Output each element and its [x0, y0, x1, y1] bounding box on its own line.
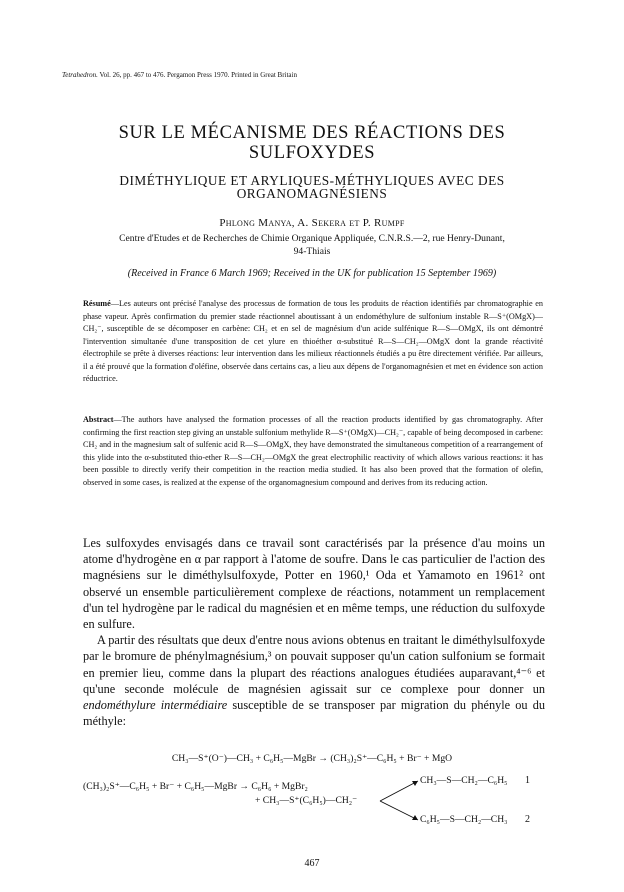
subtitle-line-2: ORGANOMAGNÉSIENS [236, 186, 388, 201]
abstract-french-label: Résumé [83, 299, 111, 308]
abstract-english-label: Abstract [83, 415, 114, 424]
equation-2: (CH₃)₂S⁺—C₆H₅ + Br⁻ + C₆H₅—MgBr → C₆H₆ + MgBr₂ [83, 781, 308, 792]
equation-1: CH₃—S⁺(O⁻)—CH₃ + C₆H₅—MgBr → (CH₃)₂S⁺—C₆H₅ + Br⁻ + MgO [171, 753, 453, 764]
title-line-2: SULFOXYDES [248, 143, 376, 163]
page-number: 467 [304, 858, 320, 869]
body-paragraph-1: Les sulfoxydes envisagés dans ce travail sont caractérisés par la présence d'au moins un atome d'hydrogène en α par rapport à l'atome de soufre. Dans le cas particulier de l'action des magnésiens sur le diméthylsulfoxyde, Potter en 1960,¹ Oda et Yamamoto en 1961² ont observé un ensemble particulièrement complexe de réactions, notamment un remplacement d'un tel hydrogène par le radical du magnésien et en même temps, une réduction du sulfoxyde en sulfure. [83, 536, 545, 632]
title-line-1: SUR LE MÉCANISME DES RÉACTIONS DES [118, 123, 506, 143]
equation-3-product-2: C₆H₅—S—CH₂—CH₃ [420, 814, 508, 825]
received-dates: (Received in France 6 March 1969; Received in the UK for publication 15 September 1969) [127, 268, 497, 279]
equation-number-1: 1 [525, 775, 530, 786]
abstract-french-text: —Les auteurs ont précisé l'analyse des processus de formation de tous les produits de réaction identifiés par chromatographie en phase vapeur. Après confirmation du premier stade réactionnel aboutissant à un endométhylure de sulfonium instable R—S⁺(OMgX)—CH₂⁻, susceptible de se décomposer en carbène: CH₂ et en sel de magnésium d'un acide sulfénique R—S—OMgX, ils ont démontré l'intervention simultanée d'une transposition de cet ylure en thioéther α-substitué R—S—CH₂—OMgX dont la grande réactivité électrophile se prête à diverses réactions: leur intervention dans les milieux réactionnels étudiés a pu être directement vérifiée. Par ailleurs, il a été prouvé que la formation d'oléfine, observée dans certains cas, a lieu aux dépens de l'organomagnésien et met en évidence son action réductrice. [83, 299, 543, 383]
journal-name: Tetrahedron. [62, 71, 98, 79]
equation-3-ylide: + CH₃—S⁺(C₆H₅)—CH₂⁻ [255, 795, 358, 806]
equation-3-product-1: CH₃—S—CH₂—C₆H₅ [420, 775, 508, 786]
affiliation-line-1: Centre d'Etudes et de Recherches de Chimie Organique Appliquée, C.N.R.S.—2, rue Henry-Dunant, [119, 233, 505, 244]
authors: Phlong Manya, A. Sekera et P. Rumpf [219, 217, 405, 229]
equation-number-2: 2 [525, 814, 530, 825]
abstract-english-text: —The authors have analysed the formation processes of all the reaction products identified by gas chromatography. After confirming the first reaction step giving an unstable sulfonium methylide R—S⁺(OMgX)—CH₂⁻, capable of being decomposed in carbene: CH₂ and in the magnesium salt of sulfenic acid R—S—OMgX, they have demonstrated the simultaneous competition of a rearrangement of this ylide into the α-substituted thio-ether R—S—CH₂—OMgX the great electrophilic reactivity of which allows various reactions: it has been possible to directly verify their competition in the reaction media studied. It has also been proved that the formation of olefin, observed in some cases, is realized at the expense of the organomagnesium compound and derives from its reducing action. [83, 415, 543, 487]
body-paragraph-2-end: susceptible de se transposer par migration du phényle ou du méthyle: [83, 698, 546, 729]
subtitle-line-1: DIMÉTHYLIQUE ET ARYLIQUES-MÉTHYLIQUES AVEC DES [119, 173, 505, 188]
affiliation-line-2: 94-Thiais [293, 245, 331, 257]
body-paragraph-2-start: A partir des résultats que deux d'entre nous avions obtenus en traitant le diméthylsulfoxyde par le bromure de phénylmagnésium,³ on pouvait supposer qu'un cation sulfonium se formait en premier lieu, comme dans la plupart des réactions analogues étudiées auparavant,⁴⁻⁶ et qu'une seconde molécule de magnésien agissait sur ce complexe pour donner un [83, 633, 545, 696]
journal-citation: Vol. 26, pp. 467 to 476. Pergamon Press 1970. Printed in Great Britain [99, 71, 297, 79]
branch-arrow-down [380, 801, 418, 820]
body-paragraph-2-emphasis: endométhylure intermédiaire [83, 698, 228, 713]
branch-arrow-up [380, 781, 418, 801]
